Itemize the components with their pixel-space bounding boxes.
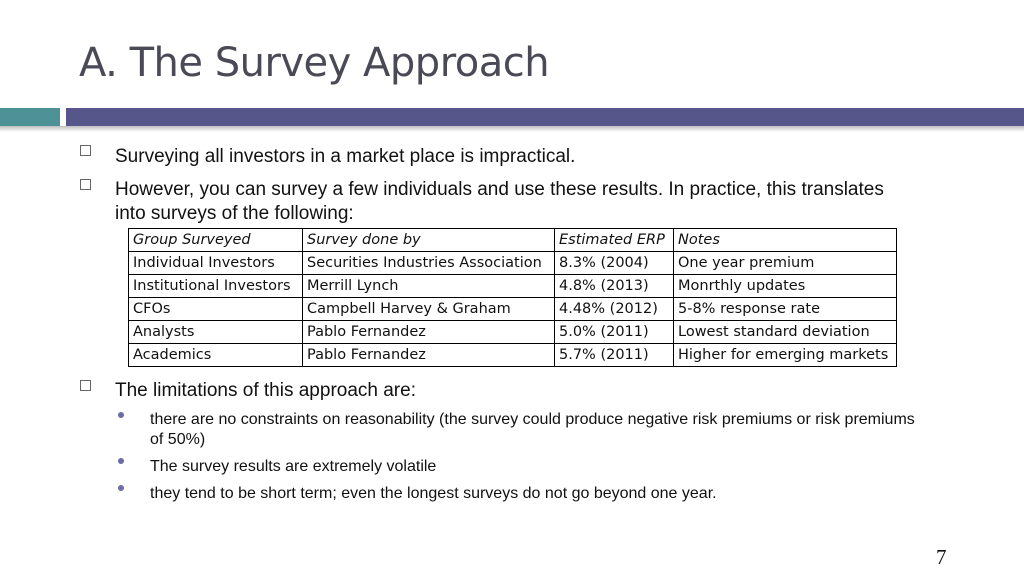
- dot-bullet-icon: [118, 458, 124, 464]
- table-cell: Monrthly updates: [674, 275, 897, 298]
- table-cell: 5.7% (2011): [555, 344, 674, 367]
- table-cell: One year premium: [674, 252, 897, 275]
- table-cell: 8.3% (2004): [555, 252, 674, 275]
- header-group-surveyed: Group Surveyed: [129, 229, 303, 252]
- table-cell: Higher for emerging markets: [674, 344, 897, 367]
- table-cell: Pablo Fernandez: [303, 321, 555, 344]
- table-cell: Securities Industries Association: [303, 252, 555, 275]
- table-cell: Institutional Investors: [129, 275, 303, 298]
- bullet-text-3: The limitations of this approach are:: [115, 380, 416, 401]
- limitation-2: The survey results are extremely volatile: [150, 458, 437, 475]
- table-row: [129, 252, 897, 275]
- header-notes: Notes: [674, 229, 897, 252]
- bullet-text-1: Surveying all investors in a market place is impractical.: [115, 146, 576, 167]
- table-cell: CFOs: [129, 298, 303, 321]
- header-estimated-erp: Estimated ERP: [555, 229, 674, 252]
- table-cell: 4.8% (2013): [555, 275, 674, 298]
- survey-table: [128, 228, 897, 367]
- header-survey-done-by: Survey done by: [303, 229, 555, 252]
- table-cell: Campbell Harvey & Graham: [303, 298, 555, 321]
- table-header-row: [129, 229, 897, 252]
- table-cell: Lowest standard deviation: [674, 321, 897, 344]
- limitation-3: they tend to be short term; even the longest surveys do not go beyond one year.: [150, 485, 717, 502]
- table-row: [129, 321, 897, 344]
- page-number: 7: [936, 545, 947, 569]
- square-bullet-icon: [80, 380, 91, 391]
- table-cell: 5.0% (2011): [555, 321, 674, 344]
- limitation-1-line-2: of 50%): [150, 431, 206, 448]
- table-row: [129, 275, 897, 298]
- table-cell: Analysts: [129, 321, 303, 344]
- bullet-text-2-line-1: However, you can survey a few individuals and use these results. In practice, this translates: [115, 179, 884, 200]
- divider-accent-right: [66, 108, 1024, 126]
- divider-accent-left: [0, 108, 60, 126]
- dot-bullet-icon: [118, 485, 124, 491]
- table-cell: Academics: [129, 344, 303, 367]
- table-row: [129, 344, 897, 367]
- limitation-1-line-1: there are no constraints on reasonability (the survey could produce negative risk premiums or risk premiums: [150, 411, 915, 428]
- dot-bullet-icon: [118, 412, 124, 418]
- slide-title: A. The Survey Approach: [79, 40, 550, 86]
- table-cell: Individual Investors: [129, 252, 303, 275]
- table-cell: 4.48% (2012): [555, 298, 674, 321]
- title-divider-bar: [0, 106, 1024, 128]
- square-bullet-icon: [80, 145, 91, 156]
- square-bullet-icon: [80, 179, 91, 190]
- table-cell: Merrill Lynch: [303, 275, 555, 298]
- table-row: [129, 298, 897, 321]
- table-cell: Pablo Fernandez: [303, 344, 555, 367]
- divider-shadow: [0, 126, 1024, 132]
- bullet-text-2-line-2: into surveys of the following:: [115, 203, 354, 224]
- table-cell: 5-8% response rate: [674, 298, 897, 321]
